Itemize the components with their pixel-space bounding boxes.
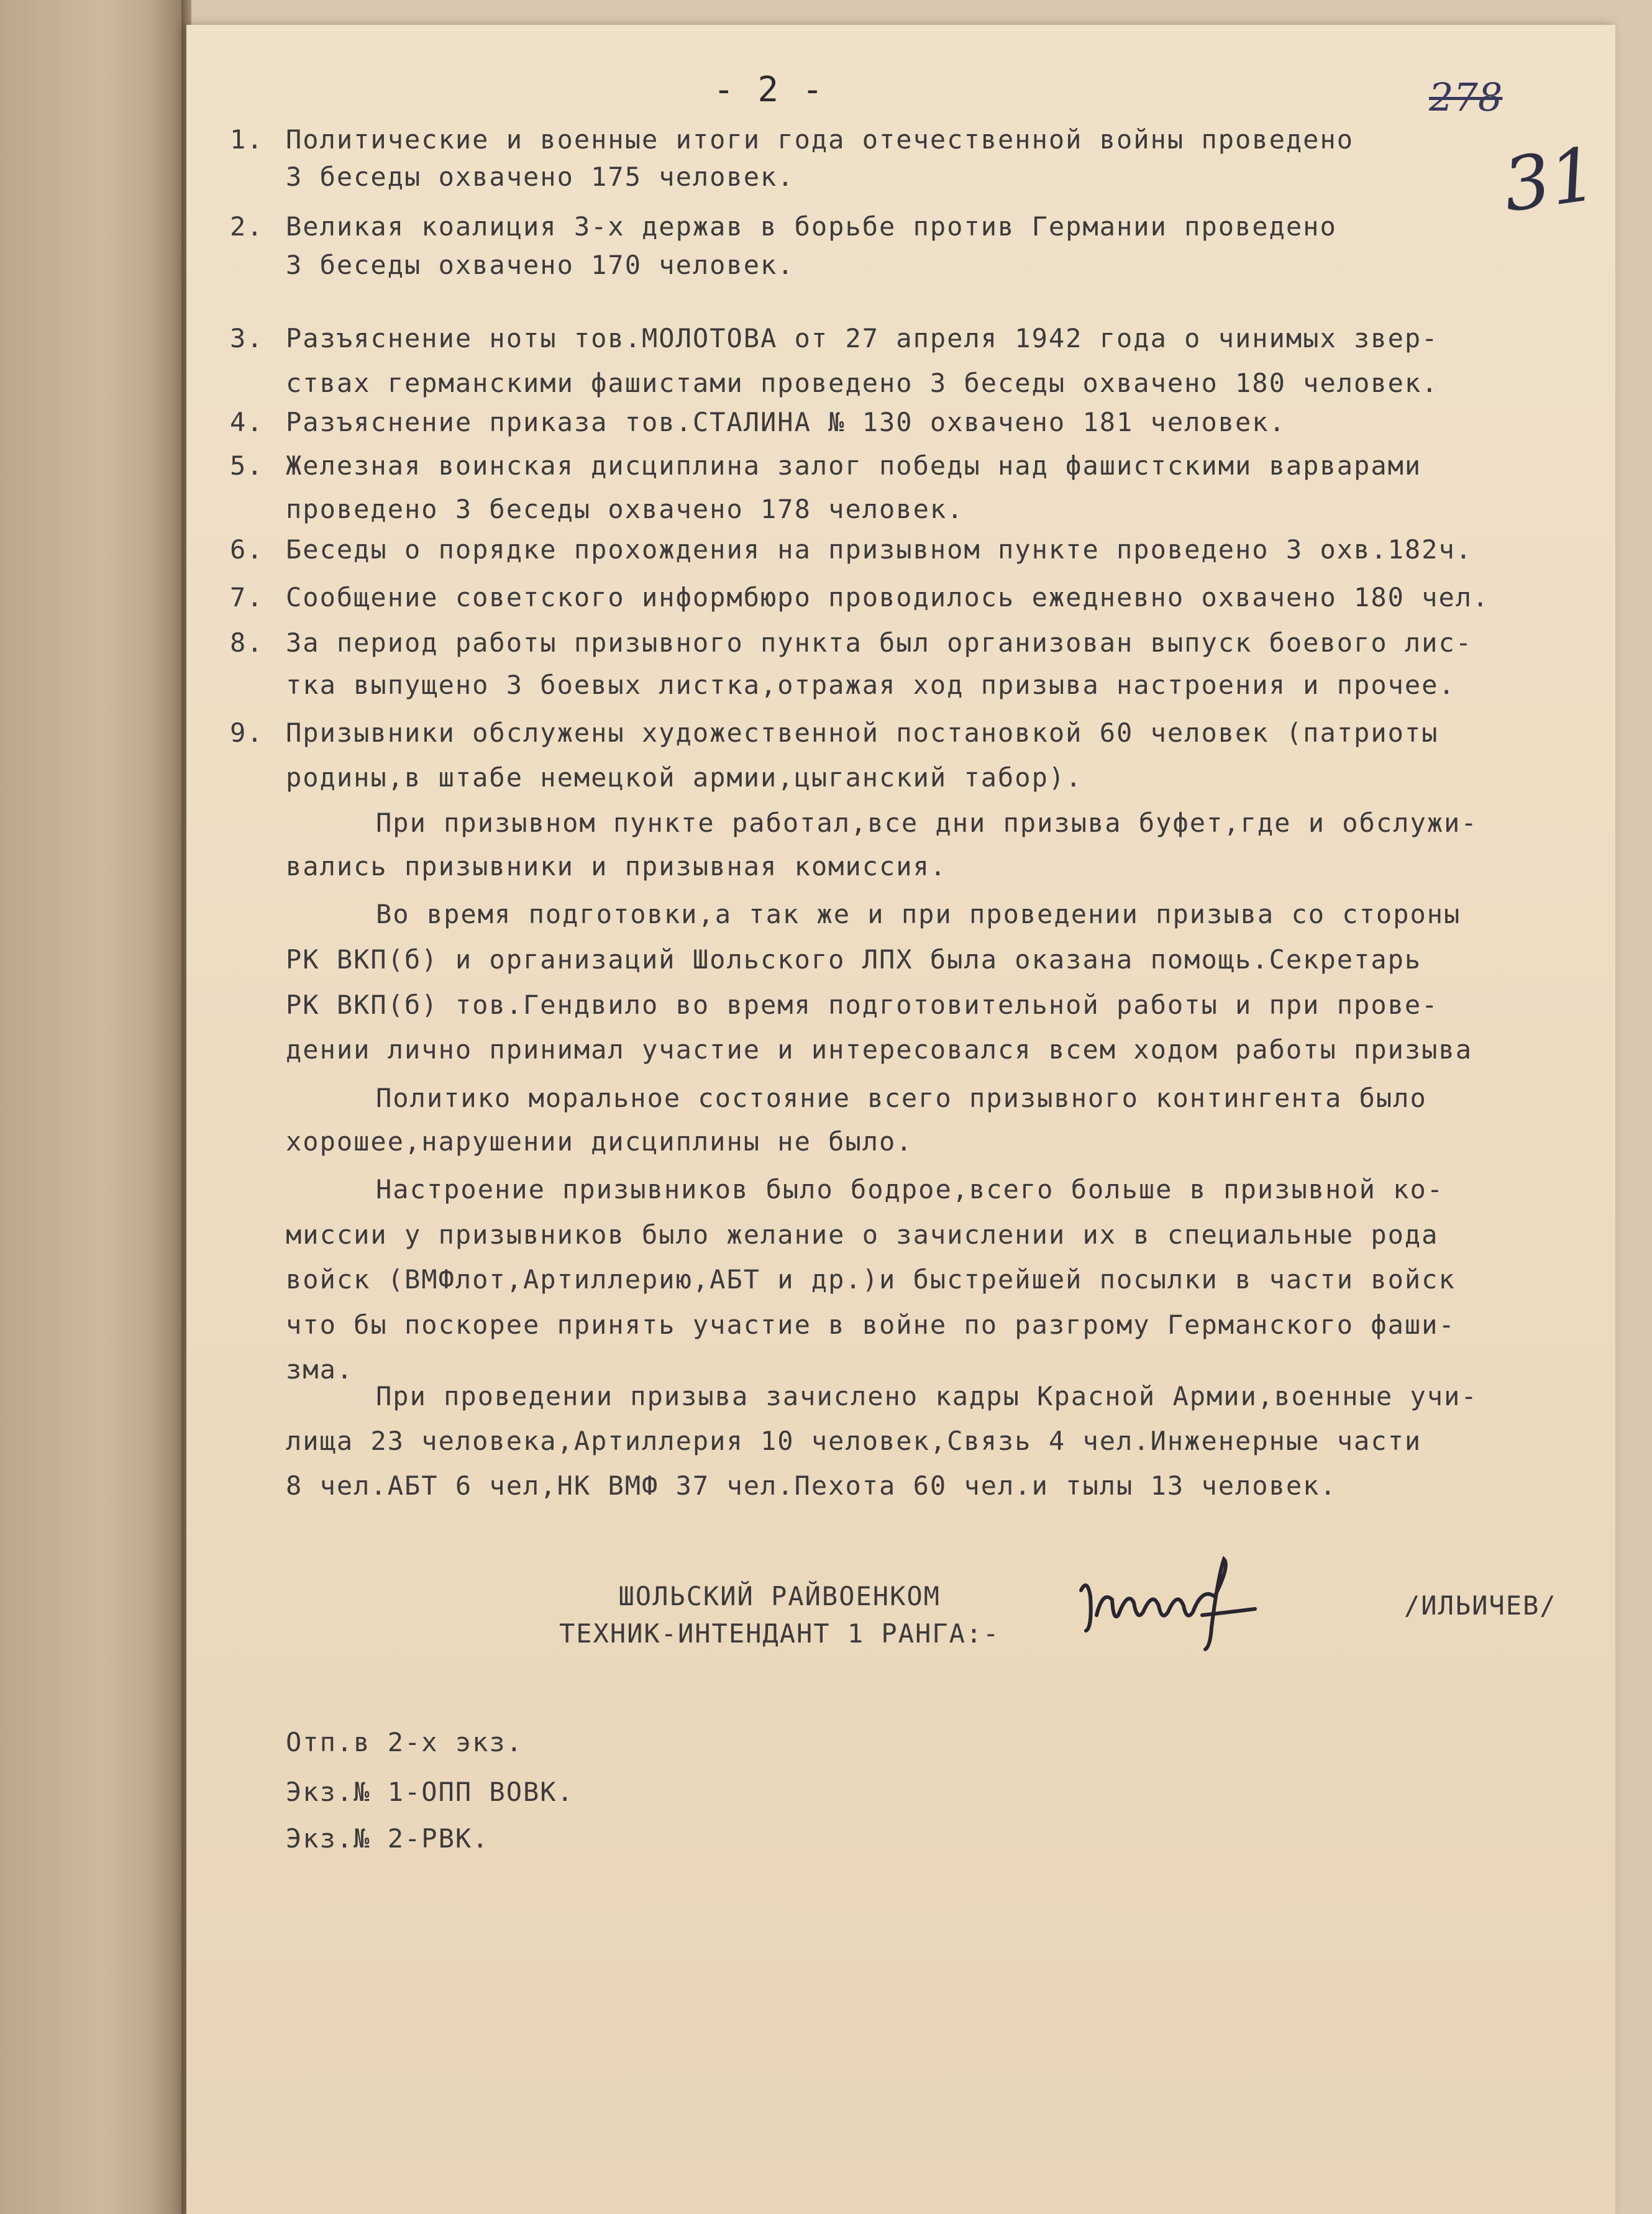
paragraph-line: лища 23 человека,Артиллерия 10 человек,Связь 4 чел.Инженерные части xyxy=(286,1426,1422,1456)
paragraph-line: дении лично принимал участие и интересовался всем ходом работы призыва xyxy=(286,1034,1473,1065)
copies-line: Отп.в 2-х экз. xyxy=(286,1727,524,1757)
item-text: Призывники обслужены художественной постановкой 60 человек (патриоты xyxy=(286,718,1439,748)
signatory-name: /ИЛЬИЧЕВ/ xyxy=(1404,1590,1557,1621)
paragraph-line: РК ВКП(б) и организаций Шольского ЛПХ была оказана помощь.Секретарь xyxy=(286,944,1422,975)
item-text: За период работы призывного пункта был организован выпуск боевого лис- xyxy=(286,627,1473,658)
item-text: Сообщение советского информбюро проводилось ежедневно охвачено 180 чел. xyxy=(286,582,1490,613)
paragraph-line: Настроение призывников было бодрое,всего больше в призывной ко- xyxy=(376,1174,1444,1205)
paragraph-line: Политико моральное состояние всего призывного контингента было xyxy=(376,1083,1427,1113)
paragraph-line: что бы поскорее принять участие в войне по разгрому Германского фаши- xyxy=(286,1310,1456,1340)
binding-spine xyxy=(0,0,186,2214)
signature-block xyxy=(559,1578,1000,1652)
item-text: Беседы о порядке прохождения на призывном пункте проведено 3 охв.182ч. xyxy=(286,534,1473,565)
item-text: 3 беседы охвачено 170 человек. xyxy=(286,250,795,280)
paragraph-line: При призывном пункте работал,все дни призыва буфет,где и обслужи- xyxy=(376,808,1478,838)
signatory-rank: ТЕХНИК-ИНТЕНДАНТ 1 РАНГА:- xyxy=(559,1618,1000,1649)
item-text: Железная воинская дисциплина залог победы над фашистскими варварами xyxy=(286,450,1422,481)
paragraph-line: зма. xyxy=(286,1354,354,1385)
paragraph-line: При проведении призыва зачислено кадры Красной Армии,военные учи- xyxy=(376,1381,1478,1411)
paragraph-line: Во время подготовки,а так же и при проведении призыва со стороны xyxy=(376,899,1461,929)
item-text: Разъяснение приказа тов.СТАЛИНА № 130 охвачено 181 человек. xyxy=(286,407,1286,437)
item-text: Разъяснение ноты тов.МОЛОТОВА от 27 апреля 1942 года о чинимых звер- xyxy=(286,323,1439,353)
page-number: - 2 - xyxy=(713,70,824,110)
paragraph-line: миссии у призывников было желание о зачислении их в специальные рода xyxy=(286,1219,1439,1250)
paragraph-line: РК ВКП(б) тов.Гендвило во время подготовительной работы и при прове- xyxy=(286,990,1439,1020)
copies-line: Экз.№ 2-РВК. xyxy=(286,1823,490,1854)
item-text: 3 беседы охвачено 175 человек. xyxy=(286,162,795,192)
item-number: 9. xyxy=(230,718,264,748)
paragraph-line: вались призывники и призывная комиссия. xyxy=(286,851,947,882)
paragraph-line: 8 чел.АБТ 6 чел,НК ВМФ 37 чел.Пехота 60 чел.и тылы 13 человек. xyxy=(286,1470,1337,1501)
handwritten-signature xyxy=(1069,1553,1305,1652)
item-text: родины,в штабе немецкой армии,цыганский табор). xyxy=(286,762,1083,793)
paragraph-line: войск (ВМФлот,Артиллерию,АБТ и др.)и быстрейшей посылки в части войск xyxy=(286,1264,1456,1295)
item-number: 4. xyxy=(230,407,264,437)
item-number: 3. xyxy=(230,323,264,353)
item-number: 1. xyxy=(230,124,264,155)
archive-number: 31 xyxy=(1498,130,1603,229)
item-text: ствах германскими фашистами проведено 3 беседы охвачено 180 человек. xyxy=(286,368,1439,398)
item-number: 7. xyxy=(230,582,264,613)
signatory-title: ШОЛЬСКИЙ РАЙВОЕНКОМ xyxy=(618,1581,941,1611)
item-text: Политические и военные итоги года отечественной войны проведено xyxy=(286,124,1354,155)
paragraph-line: хорошее,нарушении дисциплины не было. xyxy=(286,1126,913,1157)
archive-number-crossed: 278 xyxy=(1429,75,1503,120)
item-number: 8. xyxy=(230,627,264,658)
item-text: тка выпущено 3 боевых листка,отражая ход призыва настроения и прочее. xyxy=(286,670,1456,700)
item-number: 2. xyxy=(230,211,264,242)
item-number: 5. xyxy=(230,450,264,481)
item-text: проведено 3 беседы охвачено 178 человек. xyxy=(286,494,964,524)
item-number: 6. xyxy=(230,534,264,565)
item-text: Великая коалиция 3-х держав в борьбе против Германии проведено xyxy=(286,211,1337,242)
copies-line: Экз.№ 1-ОПП ВОВК. xyxy=(286,1777,574,1807)
